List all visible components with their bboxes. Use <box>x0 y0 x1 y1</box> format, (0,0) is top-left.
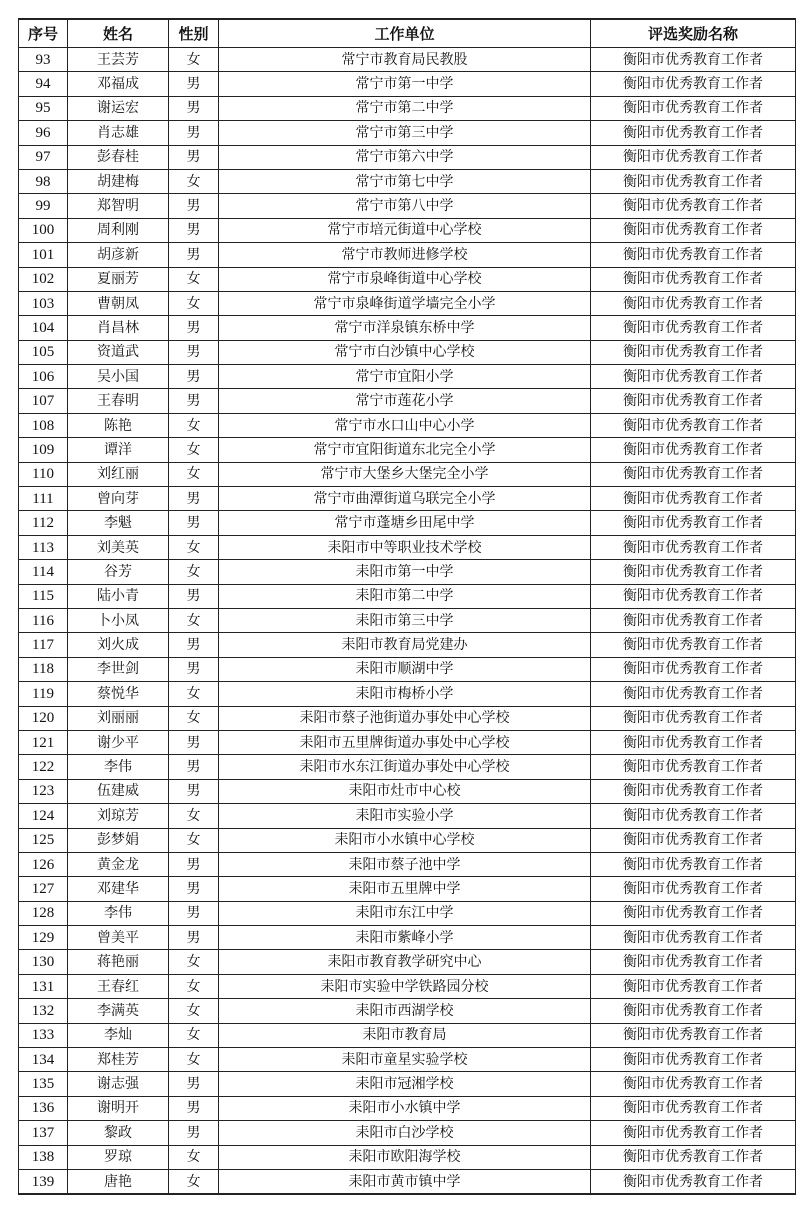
table-row <box>19 413 796 437</box>
award-roster-table <box>18 18 796 1195</box>
name-cell: 陈艳 <box>68 413 169 437</box>
name-cell: 谷芳 <box>68 560 169 584</box>
name-cell: 卜小凤 <box>68 608 169 632</box>
serial-number-cell: 127 <box>19 877 68 901</box>
gender-cell: 男 <box>169 316 219 340</box>
table-row <box>19 755 796 779</box>
serial-number-cell: 101 <box>19 243 68 267</box>
work-unit-cell: 耒阳市实验小学 <box>219 804 591 828</box>
name-cell: 曾美平 <box>68 926 169 950</box>
gender-cell: 男 <box>169 584 219 608</box>
name-cell: 李伟 <box>68 901 169 925</box>
table-row <box>19 291 796 315</box>
gender-cell: 女 <box>169 682 219 706</box>
header-award-title: 评选奖励名称 <box>591 19 796 48</box>
header-work-unit: 工作单位 <box>219 19 591 48</box>
work-unit-cell: 耒阳市第三中学 <box>219 608 591 632</box>
serial-number-cell: 109 <box>19 438 68 462</box>
serial-number-cell: 121 <box>19 730 68 754</box>
serial-number-cell: 131 <box>19 974 68 998</box>
award-title-cell: 衡阳市优秀教育工作者 <box>591 608 796 632</box>
gender-cell: 男 <box>169 340 219 364</box>
table-row <box>19 267 796 291</box>
serial-number-cell: 106 <box>19 365 68 389</box>
award-title-cell: 衡阳市优秀教育工作者 <box>591 706 796 730</box>
name-cell: 陆小青 <box>68 584 169 608</box>
table-row <box>19 901 796 925</box>
gender-cell: 男 <box>169 755 219 779</box>
table-row <box>19 852 796 876</box>
table-row <box>19 633 796 657</box>
work-unit-cell: 耒阳市中等职业技术学校 <box>219 535 591 559</box>
award-title-cell: 衡阳市优秀教育工作者 <box>591 462 796 486</box>
work-unit-cell: 耒阳市小水镇中心学校 <box>219 828 591 852</box>
gender-cell: 女 <box>169 1145 219 1169</box>
gender-cell: 女 <box>169 974 219 998</box>
gender-cell: 女 <box>169 828 219 852</box>
gender-cell: 男 <box>169 852 219 876</box>
serial-number-cell: 115 <box>19 584 68 608</box>
work-unit-cell: 常宁市第八中学 <box>219 194 591 218</box>
name-cell: 胡彦新 <box>68 243 169 267</box>
table-row <box>19 1121 796 1145</box>
name-cell: 刘红丽 <box>68 462 169 486</box>
table-row <box>19 462 796 486</box>
gender-cell: 男 <box>169 1072 219 1096</box>
work-unit-cell: 耒阳市东江中学 <box>219 901 591 925</box>
name-cell: 吴小国 <box>68 365 169 389</box>
work-unit-cell: 耒阳市紫峰小学 <box>219 926 591 950</box>
award-title-cell: 衡阳市优秀教育工作者 <box>591 657 796 681</box>
award-title-cell: 衡阳市优秀教育工作者 <box>591 1023 796 1047</box>
award-title-cell: 衡阳市优秀教育工作者 <box>591 267 796 291</box>
award-title-cell: 衡阳市优秀教育工作者 <box>591 438 796 462</box>
award-title-cell: 衡阳市优秀教育工作者 <box>591 1145 796 1169</box>
serial-number-cell: 95 <box>19 96 68 120</box>
name-cell: 谢运宏 <box>68 96 169 120</box>
award-title-cell: 衡阳市优秀教育工作者 <box>591 365 796 389</box>
serial-number-cell: 108 <box>19 413 68 437</box>
name-cell: 王春明 <box>68 389 169 413</box>
serial-number-cell: 137 <box>19 1121 68 1145</box>
table-row <box>19 511 796 535</box>
serial-number-cell: 129 <box>19 926 68 950</box>
serial-number-cell: 104 <box>19 316 68 340</box>
table-row <box>19 950 796 974</box>
gender-cell: 男 <box>169 218 219 242</box>
serial-number-cell: 119 <box>19 682 68 706</box>
name-cell: 曾向芽 <box>68 487 169 511</box>
table-row <box>19 194 796 218</box>
serial-number-cell: 100 <box>19 218 68 242</box>
name-cell: 黄金龙 <box>68 852 169 876</box>
work-unit-cell: 常宁市水口山中心小学 <box>219 413 591 437</box>
table-row <box>19 706 796 730</box>
award-title-cell: 衡阳市优秀教育工作者 <box>591 340 796 364</box>
gender-cell: 男 <box>169 365 219 389</box>
table-row <box>19 145 796 169</box>
gender-cell: 女 <box>169 535 219 559</box>
gender-cell: 女 <box>169 48 219 72</box>
work-unit-cell: 耒阳市教育局 <box>219 1023 591 1047</box>
work-unit-cell: 常宁市第六中学 <box>219 145 591 169</box>
name-cell: 刘琼芳 <box>68 804 169 828</box>
work-unit-cell: 常宁市曲潭街道乌联完全小学 <box>219 487 591 511</box>
work-unit-cell: 耒阳市蔡子池中学 <box>219 852 591 876</box>
serial-number-cell: 116 <box>19 608 68 632</box>
gender-cell: 女 <box>169 950 219 974</box>
work-unit-cell: 耒阳市五里牌中学 <box>219 877 591 901</box>
serial-number-cell: 134 <box>19 1048 68 1072</box>
gender-cell: 男 <box>169 1096 219 1120</box>
name-cell: 夏丽芳 <box>68 267 169 291</box>
work-unit-cell: 耒阳市黄市镇中学 <box>219 1169 591 1194</box>
work-unit-cell: 常宁市宜阳小学 <box>219 365 591 389</box>
serial-number-cell: 94 <box>19 72 68 96</box>
gender-cell: 男 <box>169 121 219 145</box>
award-title-cell: 衡阳市优秀教育工作者 <box>591 999 796 1023</box>
award-title-cell: 衡阳市优秀教育工作者 <box>591 218 796 242</box>
award-title-cell: 衡阳市优秀教育工作者 <box>591 755 796 779</box>
serial-number-cell: 138 <box>19 1145 68 1169</box>
gender-cell: 男 <box>169 877 219 901</box>
name-cell: 谭洋 <box>68 438 169 462</box>
name-cell: 谢明开 <box>68 1096 169 1120</box>
gender-cell: 男 <box>169 96 219 120</box>
table-row <box>19 1072 796 1096</box>
serial-number-cell: 132 <box>19 999 68 1023</box>
name-cell: 谢志强 <box>68 1072 169 1096</box>
serial-number-cell: 110 <box>19 462 68 486</box>
header-name: 姓名 <box>68 19 169 48</box>
gender-cell: 男 <box>169 511 219 535</box>
name-cell: 伍建威 <box>68 779 169 803</box>
gender-cell: 女 <box>169 462 219 486</box>
award-title-cell: 衡阳市优秀教育工作者 <box>591 1072 796 1096</box>
award-title-cell: 衡阳市优秀教育工作者 <box>591 1048 796 1072</box>
serial-number-cell: 96 <box>19 121 68 145</box>
serial-number-cell: 112 <box>19 511 68 535</box>
name-cell: 唐艳 <box>68 1169 169 1194</box>
gender-cell: 女 <box>169 608 219 632</box>
serial-number-cell: 98 <box>19 169 68 193</box>
name-cell: 李伟 <box>68 755 169 779</box>
work-unit-cell: 耒阳市实验中学铁路园分校 <box>219 974 591 998</box>
header-serial-number: 序号 <box>19 19 68 48</box>
name-cell: 周利刚 <box>68 218 169 242</box>
gender-cell: 男 <box>169 389 219 413</box>
table-row <box>19 535 796 559</box>
header-gender: 性别 <box>169 19 219 48</box>
serial-number-cell: 105 <box>19 340 68 364</box>
work-unit-cell: 耒阳市童星实验学校 <box>219 1048 591 1072</box>
table-row <box>19 1023 796 1047</box>
serial-number-cell: 128 <box>19 901 68 925</box>
serial-number-cell: 114 <box>19 560 68 584</box>
serial-number-cell: 136 <box>19 1096 68 1120</box>
work-unit-cell: 耒阳市蔡子池街道办事处中心学校 <box>219 706 591 730</box>
award-title-cell: 衡阳市优秀教育工作者 <box>591 511 796 535</box>
name-cell: 李灿 <box>68 1023 169 1047</box>
serial-number-cell: 107 <box>19 389 68 413</box>
header-row <box>19 19 796 48</box>
work-unit-cell: 常宁市洋泉镇东桥中学 <box>219 316 591 340</box>
work-unit-cell: 耒阳市小水镇中学 <box>219 1096 591 1120</box>
gender-cell: 女 <box>169 999 219 1023</box>
gender-cell: 女 <box>169 1169 219 1194</box>
award-title-cell: 衡阳市优秀教育工作者 <box>591 1169 796 1194</box>
gender-cell: 男 <box>169 779 219 803</box>
work-unit-cell: 常宁市白沙镇中心学校 <box>219 340 591 364</box>
table-row <box>19 1048 796 1072</box>
gender-cell: 男 <box>169 633 219 657</box>
table-row <box>19 1096 796 1120</box>
work-unit-cell: 耒阳市水东江街道办事处中心学校 <box>219 755 591 779</box>
award-title-cell: 衡阳市优秀教育工作者 <box>591 633 796 657</box>
gender-cell: 女 <box>169 438 219 462</box>
serial-number-cell: 126 <box>19 852 68 876</box>
serial-number-cell: 123 <box>19 779 68 803</box>
table-row <box>19 560 796 584</box>
award-title-cell: 衡阳市优秀教育工作者 <box>591 169 796 193</box>
serial-number-cell: 139 <box>19 1169 68 1194</box>
gender-cell: 女 <box>169 1023 219 1047</box>
work-unit-cell: 耒阳市欧阳海学校 <box>219 1145 591 1169</box>
name-cell: 蒋艳丽 <box>68 950 169 974</box>
name-cell: 罗琼 <box>68 1145 169 1169</box>
award-title-cell: 衡阳市优秀教育工作者 <box>591 316 796 340</box>
award-title-cell: 衡阳市优秀教育工作者 <box>591 877 796 901</box>
award-title-cell: 衡阳市优秀教育工作者 <box>591 145 796 169</box>
award-title-cell: 衡阳市优秀教育工作者 <box>591 730 796 754</box>
award-title-cell: 衡阳市优秀教育工作者 <box>591 1096 796 1120</box>
name-cell: 王芸芳 <box>68 48 169 72</box>
work-unit-cell: 耒阳市第二中学 <box>219 584 591 608</box>
table-row <box>19 365 796 389</box>
name-cell: 谢少平 <box>68 730 169 754</box>
gender-cell: 女 <box>169 560 219 584</box>
work-unit-cell: 常宁市蓬塘乡田尾中学 <box>219 511 591 535</box>
work-unit-cell: 耒阳市第一中学 <box>219 560 591 584</box>
gender-cell: 女 <box>169 413 219 437</box>
work-unit-cell: 常宁市培元街道中心学校 <box>219 218 591 242</box>
award-title-cell: 衡阳市优秀教育工作者 <box>591 974 796 998</box>
work-unit-cell: 常宁市第一中学 <box>219 72 591 96</box>
name-cell: 李魁 <box>68 511 169 535</box>
work-unit-cell: 常宁市第二中学 <box>219 96 591 120</box>
table-row <box>19 926 796 950</box>
gender-cell: 女 <box>169 804 219 828</box>
work-unit-cell: 耒阳市顺湖中学 <box>219 657 591 681</box>
serial-number-cell: 111 <box>19 487 68 511</box>
work-unit-cell: 常宁市教师进修学校 <box>219 243 591 267</box>
serial-number-cell: 99 <box>19 194 68 218</box>
table-row <box>19 438 796 462</box>
table-row <box>19 584 796 608</box>
gender-cell: 男 <box>169 487 219 511</box>
table-body <box>19 48 796 1195</box>
serial-number-cell: 118 <box>19 657 68 681</box>
award-title-cell: 衡阳市优秀教育工作者 <box>591 901 796 925</box>
gender-cell: 男 <box>169 901 219 925</box>
table-row <box>19 243 796 267</box>
table-row <box>19 877 796 901</box>
table-row <box>19 72 796 96</box>
serial-number-cell: 124 <box>19 804 68 828</box>
name-cell: 王春红 <box>68 974 169 998</box>
name-cell: 邓福成 <box>68 72 169 96</box>
award-title-cell: 衡阳市优秀教育工作者 <box>591 194 796 218</box>
gender-cell: 男 <box>169 730 219 754</box>
work-unit-cell: 耒阳市五里牌街道办事处中心学校 <box>219 730 591 754</box>
table-row <box>19 682 796 706</box>
award-title-cell: 衡阳市优秀教育工作者 <box>591 828 796 852</box>
name-cell: 资道武 <box>68 340 169 364</box>
award-title-cell: 衡阳市优秀教育工作者 <box>591 72 796 96</box>
gender-cell: 女 <box>169 291 219 315</box>
award-title-cell: 衡阳市优秀教育工作者 <box>591 926 796 950</box>
work-unit-cell: 常宁市泉峰街道中心学校 <box>219 267 591 291</box>
gender-cell: 女 <box>169 706 219 730</box>
work-unit-cell: 耒阳市灶市中心校 <box>219 779 591 803</box>
award-title-cell: 衡阳市优秀教育工作者 <box>591 584 796 608</box>
work-unit-cell: 耒阳市梅桥小学 <box>219 682 591 706</box>
award-title-cell: 衡阳市优秀教育工作者 <box>591 804 796 828</box>
serial-number-cell: 113 <box>19 535 68 559</box>
table-row <box>19 1145 796 1169</box>
table-row <box>19 121 796 145</box>
name-cell: 彭梦娟 <box>68 828 169 852</box>
serial-number-cell: 133 <box>19 1023 68 1047</box>
gender-cell: 女 <box>169 169 219 193</box>
table-row <box>19 389 796 413</box>
table-row <box>19 608 796 632</box>
table-header <box>19 19 796 48</box>
work-unit-cell: 常宁市莲花小学 <box>219 389 591 413</box>
work-unit-cell: 耒阳市教育教学研究中心 <box>219 950 591 974</box>
award-title-cell: 衡阳市优秀教育工作者 <box>591 487 796 511</box>
work-unit-cell: 耒阳市教育局党建办 <box>219 633 591 657</box>
work-unit-cell: 耒阳市白沙学校 <box>219 1121 591 1145</box>
name-cell: 胡建梅 <box>68 169 169 193</box>
work-unit-cell: 常宁市教育局民教股 <box>219 48 591 72</box>
award-title-cell: 衡阳市优秀教育工作者 <box>591 560 796 584</box>
table-row <box>19 48 796 72</box>
table-row <box>19 730 796 754</box>
serial-number-cell: 120 <box>19 706 68 730</box>
table-row <box>19 169 796 193</box>
name-cell: 刘火成 <box>68 633 169 657</box>
serial-number-cell: 103 <box>19 291 68 315</box>
serial-number-cell: 135 <box>19 1072 68 1096</box>
table-row <box>19 999 796 1023</box>
award-title-cell: 衡阳市优秀教育工作者 <box>591 389 796 413</box>
gender-cell: 男 <box>169 72 219 96</box>
table-row <box>19 218 796 242</box>
gender-cell: 女 <box>169 267 219 291</box>
award-title-cell: 衡阳市优秀教育工作者 <box>591 121 796 145</box>
award-title-cell: 衡阳市优秀教育工作者 <box>591 535 796 559</box>
table-row <box>19 487 796 511</box>
serial-number-cell: 102 <box>19 267 68 291</box>
award-title-cell: 衡阳市优秀教育工作者 <box>591 96 796 120</box>
name-cell: 郑桂芳 <box>68 1048 169 1072</box>
table-row <box>19 828 796 852</box>
work-unit-cell: 常宁市宜阳街道东北完全小学 <box>219 438 591 462</box>
award-title-cell: 衡阳市优秀教育工作者 <box>591 243 796 267</box>
serial-number-cell: 93 <box>19 48 68 72</box>
gender-cell: 男 <box>169 194 219 218</box>
table-row <box>19 779 796 803</box>
award-title-cell: 衡阳市优秀教育工作者 <box>591 48 796 72</box>
serial-number-cell: 125 <box>19 828 68 852</box>
table-row <box>19 340 796 364</box>
gender-cell: 男 <box>169 1121 219 1145</box>
table-row <box>19 96 796 120</box>
award-title-cell: 衡阳市优秀教育工作者 <box>591 852 796 876</box>
award-title-cell: 衡阳市优秀教育工作者 <box>591 413 796 437</box>
table-row <box>19 974 796 998</box>
gender-cell: 男 <box>169 145 219 169</box>
name-cell: 刘美英 <box>68 535 169 559</box>
name-cell: 刘丽丽 <box>68 706 169 730</box>
gender-cell: 男 <box>169 657 219 681</box>
name-cell: 曹朝凤 <box>68 291 169 315</box>
gender-cell: 男 <box>169 926 219 950</box>
name-cell: 肖志雄 <box>68 121 169 145</box>
name-cell: 蔡悦华 <box>68 682 169 706</box>
name-cell: 彭春桂 <box>68 145 169 169</box>
serial-number-cell: 97 <box>19 145 68 169</box>
work-unit-cell: 耒阳市冠湘学校 <box>219 1072 591 1096</box>
gender-cell: 女 <box>169 1048 219 1072</box>
table-row <box>19 657 796 681</box>
name-cell: 郑智明 <box>68 194 169 218</box>
work-unit-cell: 常宁市大堡乡大堡完全小学 <box>219 462 591 486</box>
name-cell: 肖昌林 <box>68 316 169 340</box>
work-unit-cell: 常宁市第七中学 <box>219 169 591 193</box>
name-cell: 李满英 <box>68 999 169 1023</box>
award-title-cell: 衡阳市优秀教育工作者 <box>591 950 796 974</box>
award-title-cell: 衡阳市优秀教育工作者 <box>591 779 796 803</box>
serial-number-cell: 122 <box>19 755 68 779</box>
table-row <box>19 316 796 340</box>
name-cell: 黎政 <box>68 1121 169 1145</box>
table-row <box>19 1169 796 1194</box>
name-cell: 李世剑 <box>68 657 169 681</box>
serial-number-cell: 130 <box>19 950 68 974</box>
award-title-cell: 衡阳市优秀教育工作者 <box>591 682 796 706</box>
work-unit-cell: 耒阳市西湖学校 <box>219 999 591 1023</box>
award-title-cell: 衡阳市优秀教育工作者 <box>591 291 796 315</box>
table-row <box>19 804 796 828</box>
work-unit-cell: 常宁市泉峰街道学墙完全小学 <box>219 291 591 315</box>
serial-number-cell: 117 <box>19 633 68 657</box>
work-unit-cell: 常宁市第三中学 <box>219 121 591 145</box>
gender-cell: 男 <box>169 243 219 267</box>
name-cell: 邓建华 <box>68 877 169 901</box>
award-title-cell: 衡阳市优秀教育工作者 <box>591 1121 796 1145</box>
